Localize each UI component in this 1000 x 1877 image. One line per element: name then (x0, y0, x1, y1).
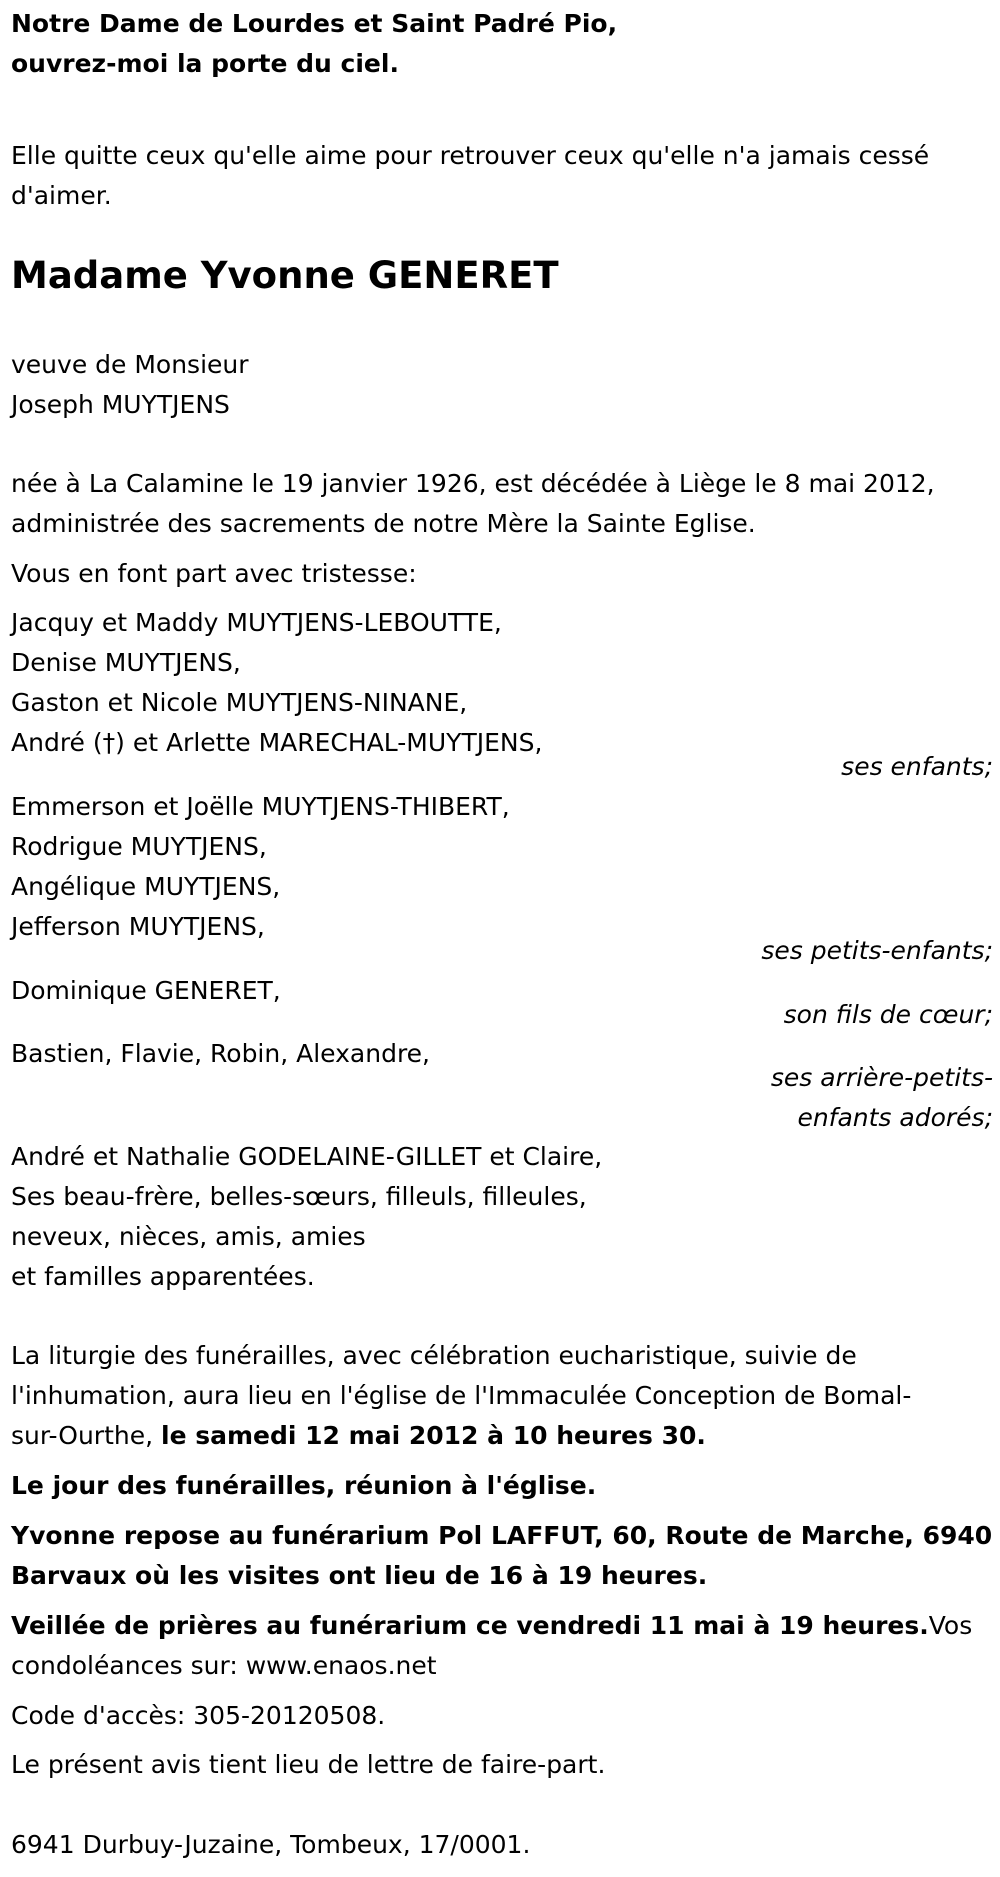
ceremony-line-2: l'inhumation, aura lieu en l'église de l'Immaculée Conception de Bomal- (11, 1381, 912, 1410)
grandchildren-list (11, 787, 510, 947)
rest-line-2: Barvaux où les visites ont lieu de 16 à 19 heures. (11, 1561, 708, 1590)
list-item: Gaston et Nicole MUYTJENS-NINANE, (11, 688, 468, 717)
vigil-info (11, 1606, 972, 1686)
widow-line-1: veuve de Monsieur (11, 350, 249, 379)
address: 6941 Durbuy-Juzaine, Tombeux, 17/0001. (11, 1830, 531, 1859)
great-grandchildren-role-line-1: ses arrière-petits- (770, 1063, 993, 1092)
ceremony-location-end: sur-Ourthe, (11, 1421, 161, 1450)
quote-line-1: Elle quitte ceux qu'elle aime pour retrouver ceux qu'elle n'a jamais cessé (11, 141, 930, 170)
prayer (11, 4, 617, 84)
deceased-name: Madame Yvonne GENERET (11, 254, 559, 297)
access-code: Code d'accès: 305-20120508. (11, 1701, 386, 1730)
condolences-line: condoléances sur: www.enaos.net (11, 1651, 437, 1680)
heart-son: Dominique GENERET, (11, 976, 281, 1005)
great-grandchildren-role-line-2: enfants adorés; (797, 1103, 993, 1132)
list-item: Ses beau-frère, belles-sœurs, filleuls, filleules, (11, 1182, 587, 1211)
list-item: Denise MUYTJENS, (11, 648, 241, 677)
other-family-list (11, 1137, 602, 1297)
prayer-line-2: ouvrez-moi la porte du ciel. (11, 49, 399, 78)
vigil-tail: Vos (928, 1611, 973, 1640)
quote (11, 136, 929, 216)
funeral-home-info (11, 1516, 992, 1596)
widow-of (11, 345, 249, 425)
birth-line-2: administrée des sacrements de notre Mère la Sainte Eglise. (11, 509, 756, 538)
birth-death-info (11, 464, 935, 544)
list-item: Emmerson et Joëlle MUYTJENS-THIBERT, (11, 792, 510, 821)
children-role: ses enfants; (841, 752, 993, 781)
list-item: Angélique MUYTJENS, (11, 872, 281, 901)
vigil-text: Veillée de prières au funérarium ce vendredi 11 mai à 19 heures. (11, 1611, 929, 1640)
grandchildren-role: ses petits-enfants; (761, 936, 993, 965)
quote-line-2: d'aimer. (11, 181, 112, 210)
rest-line-1: Yvonne repose au funérarium Pol LAFFUT, 60, Route de Marche, 6940 (11, 1521, 993, 1550)
great-grandchildren: Bastien, Flavie, Robin, Alexandre, (11, 1039, 430, 1068)
meeting-notice: Le jour des funérailles, réunion à l'église. (11, 1471, 597, 1500)
ceremony-line-3 (11, 1416, 911, 1456)
list-item: neveux, nièces, amis, amies (11, 1222, 366, 1251)
birth-line-1: née à La Calamine le 19 janvier 1926, est décédée à Liège le 8 mai 2012, (11, 469, 935, 498)
ceremony-date: le samedi 12 mai 2012 à 10 heures 30. (161, 1421, 706, 1450)
children-list (11, 603, 542, 763)
ceremony-details (11, 1336, 911, 1456)
notice-text: Le présent avis tient lieu de lettre de faire-part. (11, 1750, 606, 1779)
list-item: André et Nathalie GODELAINE-GILLET et Claire, (11, 1142, 603, 1171)
list-item: et familles apparentées. (11, 1262, 315, 1291)
list-item: Rodrigue MUYTJENS, (11, 832, 267, 861)
list-item: Jefferson MUYTJENS, (11, 912, 265, 941)
widow-line-2: Joseph MUYTJENS (11, 390, 230, 419)
list-item: André (†) et Arlette MARECHAL-MUYTJENS, (11, 728, 543, 757)
vigil-line (11, 1606, 972, 1646)
heart-son-role: son fils de cœur; (783, 1000, 993, 1029)
ceremony-line-1: La liturgie des funérailles, avec célébration eucharistique, suivie de (11, 1341, 857, 1370)
great-grandchildren-role (771, 1058, 993, 1138)
prayer-line-1: Notre Dame de Lourdes et Saint Padré Pio, (11, 9, 618, 38)
list-item: Jacquy et Maddy MUYTJENS-LEBOUTTE, (11, 608, 502, 637)
announcement: Vous en font part avec tristesse: (11, 559, 417, 588)
